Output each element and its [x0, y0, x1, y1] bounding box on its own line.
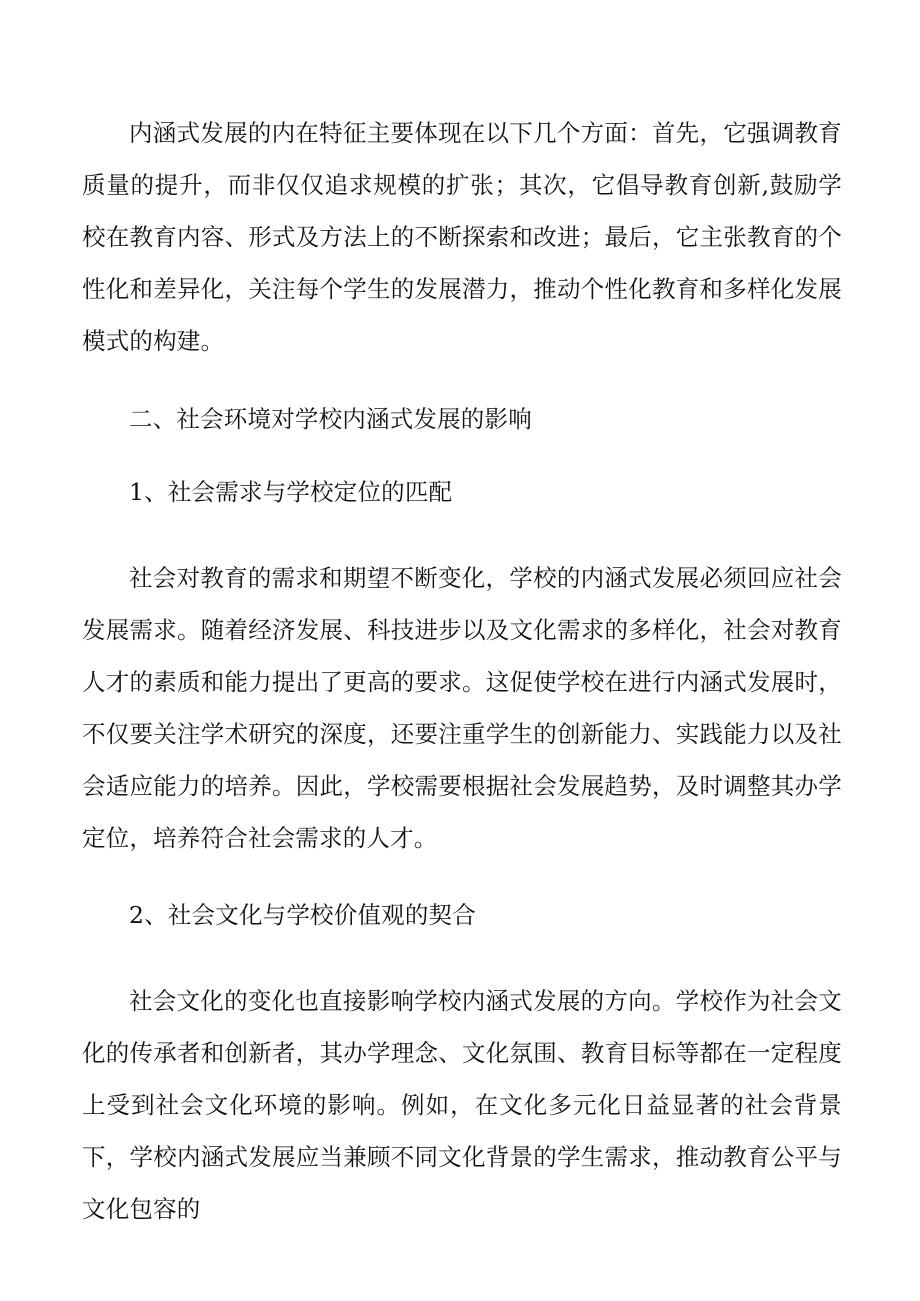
subheading-social-demand [82, 466, 842, 518]
paragraph-social-culture [82, 975, 842, 1235]
heading-text: 1、社会需求与学校定位的匹配 [129, 478, 453, 506]
paragraph-social-demand [82, 552, 842, 864]
heading-text: 二、社会环境对学校内涵式发展的影响 [129, 405, 532, 433]
paragraph-text: 内涵式发展的内在特征主要体现在以下几个方面：首先，它强调教育质量的提升，而非仅仅追求规模的扩张；其次，它倡导教育创新,鼓励学校在教育内容、形式及方法上的不断探索和改进；最后，它主张教育的个性化和差异化，关注每个学生的发展潜力，推动个性化教育和多样化发展模式的构建。 [82, 119, 842, 355]
paragraph-intrinsic-features [82, 107, 842, 367]
section-heading-social-environment [82, 393, 842, 445]
subheading-social-culture [82, 889, 842, 941]
heading-text: 2、社会文化与学校价值观的契合 [129, 901, 476, 929]
paragraph-text: 社会对教育的需求和期望不断变化，学校的内涵式发展必须回应社会发展需求。随着经济发展、科技进步以及文化需求的多样化，社会对教育人才的素质和能力提出了更高的要求。这促使学校在进行内涵式发展时，不仅要关注学术研究的深度，还要注重学生的创新能力、实践能力以及社会适应能力的培养。因此，学校需要根据社会发展趋势，及时调整其办学定位，培养符合社会需求的人才。 [82, 564, 842, 852]
paragraph-text: 社会文化的变化也直接影响学校内涵式发展的方向。学校作为社会文化的传承者和创新者，其办学理念、文化氛围、教育目标等都在一定程度上受到社会文化环境的影响。例如，在文化多元化日益显著的社会背景下，学校内涵式发展应当兼顾不同文化背景的学生需求，推动教育公平与文化包容的 [82, 987, 842, 1223]
